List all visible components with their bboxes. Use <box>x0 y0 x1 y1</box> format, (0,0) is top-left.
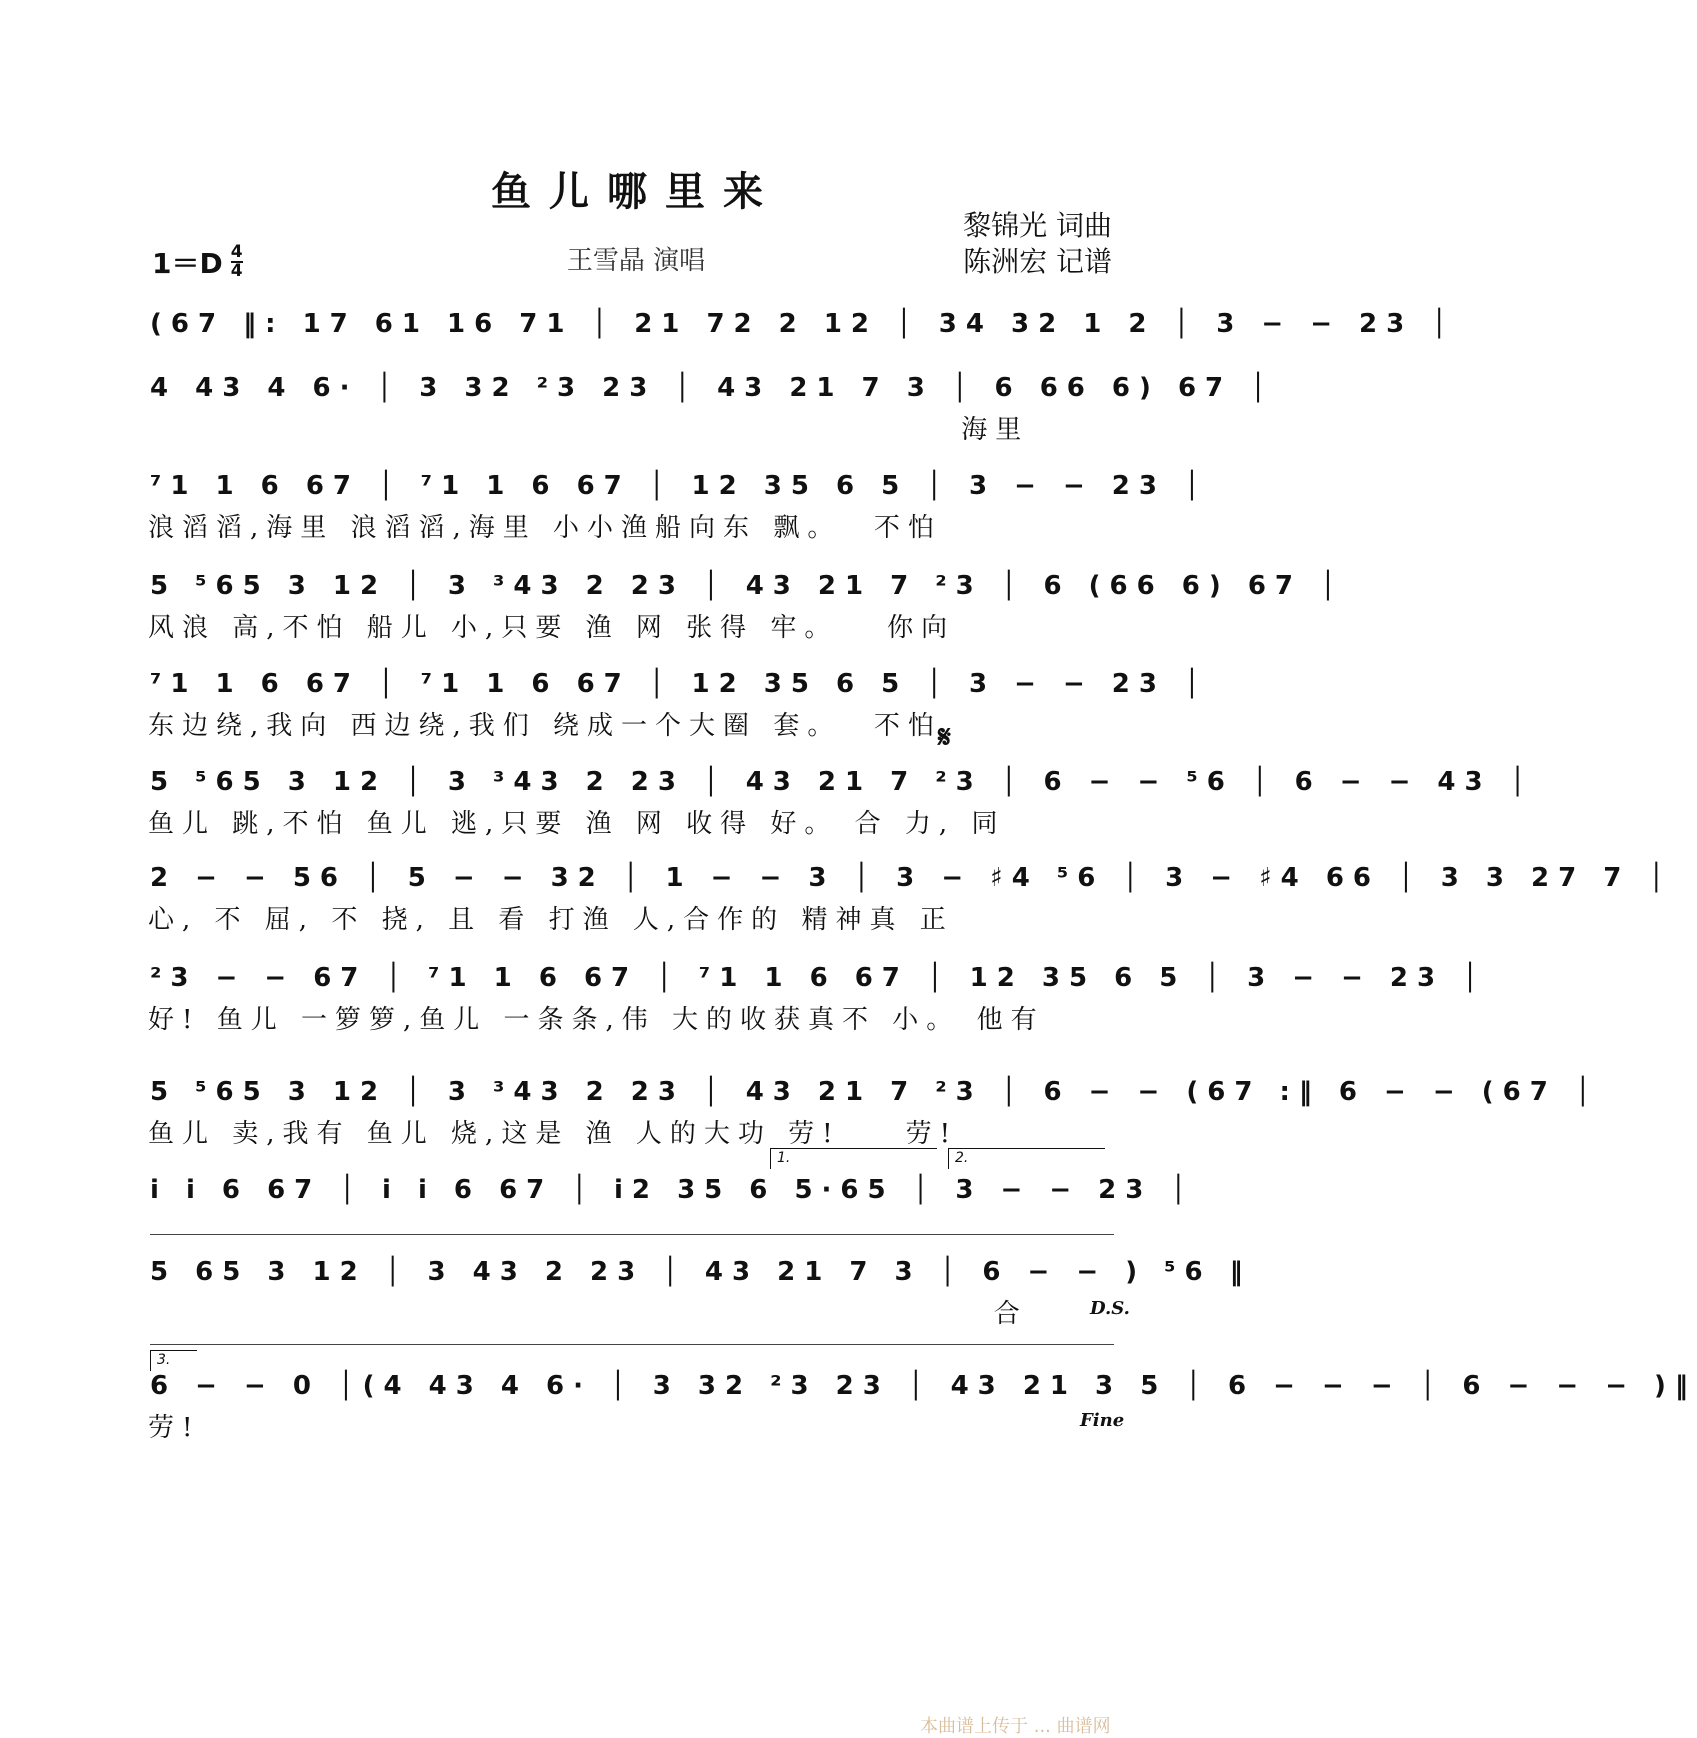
notes-line: 6 − − 0 │(4 43 4 6· │ 3 32 ²3 23 │ 43 21 3 5 │ 6 − − − │ 6 − − − )‖ <box>150 1371 1697 1401</box>
separator-line <box>150 1344 1114 1345</box>
song-title: 鱼儿哪里来 <box>491 168 781 215</box>
lyrics-line: 海里 <box>148 415 1030 445</box>
notes-line: 5 65 3 12 │ 3 43 2 23 │ 43 21 7 3 │ 6 − − ) ⁵6 ‖ <box>150 1257 1252 1287</box>
notes-line: ⁷1 1 6 67 │ ⁷1 1 6 67 │ 12 35 6 5 │ 3 − − 23 │ <box>150 669 1209 699</box>
performer: 王雪晶 演唱 <box>566 246 706 276</box>
separator-line <box>150 1234 1114 1235</box>
lyrics-line: 浪滔滔,海里 浪滔滔,海里 小小渔船向东 飘。 不怕 <box>148 513 942 543</box>
transcriber: 陈洲宏 记谱 <box>963 245 1112 278</box>
notes-line: ²3 − − 67 │ ⁷1 1 6 67 │ ⁷1 1 6 67 │ 12 35 6 5 │ 3 − − 23 │ <box>150 963 1487 993</box>
notes-line: 5 ⁵65 3 12 │ 3 ³43 2 23 │ 43 21 7 ²3 │ 6 (66 6) 67 │ <box>150 571 1345 601</box>
lyrics-line: 心, 不 屈, 不 挠, 且 看 打渔 人,合作的 精神真 正 <box>148 905 954 935</box>
ds-marking: D.S. <box>1090 1298 1130 1319</box>
notes-line: ⁷1 1 6 67 │ ⁷1 1 6 67 │ 12 35 6 5 │ 3 − − 23 │ <box>150 471 1209 501</box>
notes-line: 4 43 4 6· │ 3 32 ²3 23 │ 43 21 7 3 │ 6 66 6) 67 │ <box>150 373 1275 403</box>
notes-line: 5 ⁵65 3 12 │ 3 ³43 2 23 │ 43 21 7 ²3 │ 6 − − (67 :‖ 6 − − (67 │ <box>150 1077 1600 1107</box>
volta-bracket-3: 3. <box>150 1350 197 1371</box>
lyrics-line: 劳! <box>148 1413 201 1443</box>
lyrics-line: 鱼儿 卖,我有 鱼儿 烧,这是 渔 人的大功 劳! 劳! <box>148 1119 959 1149</box>
fine-marking: Fine <box>1080 1410 1125 1431</box>
lyrics-line: 鱼儿 跳,不怕 鱼儿 逃,只要 渔 网 收得 好。 合 力, 同 <box>148 809 1006 839</box>
volta-bracket-1: 1. <box>770 1148 937 1169</box>
segno-sign: 𝄋 <box>938 720 951 755</box>
key-label: 1＝D <box>152 247 223 280</box>
lyrics-line: 东边绕,我向 西边绕,我们 绕成一个大圈 套。 不怕 <box>148 711 942 741</box>
notes-line: 5 ⁵65 3 12 │ 3 ³43 2 23 │ 43 21 7 ²3 │ 6 − − ⁵6 │ 6 − − 43 │ <box>150 767 1535 797</box>
lyrics-line: 风浪 高,不怕 船儿 小,只要 渔 网 张得 牢。 你向 <box>148 613 956 643</box>
time-top: 4 <box>230 242 243 262</box>
lyricist-composer: 黎锦光 词曲 <box>963 209 1112 242</box>
credits <box>963 208 1112 280</box>
notes-line: (67 ‖: 17 61 16 71 │ 21 72 2 12 │ 34 32 1 2 │ 3 − − 23 │ <box>150 309 1456 339</box>
notes-line: 2 − − 56 │ 5 − − 32 │ 1 − − 3 │ 3 − ♯4 ⁵6 │ 3 − ♯4 66 │ 3 3 27 7 │ <box>150 863 1674 893</box>
volta-bracket-2: 2. <box>948 1148 1105 1169</box>
watermark: 本曲谱上传于 ... 曲谱网 <box>920 1716 1111 1737</box>
lyrics-line: 好! 鱼儿 一箩箩,鱼儿 一条条,伟 大的收获真不 小。 他有 <box>148 1005 1045 1035</box>
notes-line: i i 6 67 │ i i 6 67 │ i2 35 6 5·65 │ 3 − − 23 │ <box>150 1175 1196 1205</box>
lyrics-line: 合 <box>148 1299 1028 1329</box>
time-bottom: 4 <box>230 261 243 281</box>
